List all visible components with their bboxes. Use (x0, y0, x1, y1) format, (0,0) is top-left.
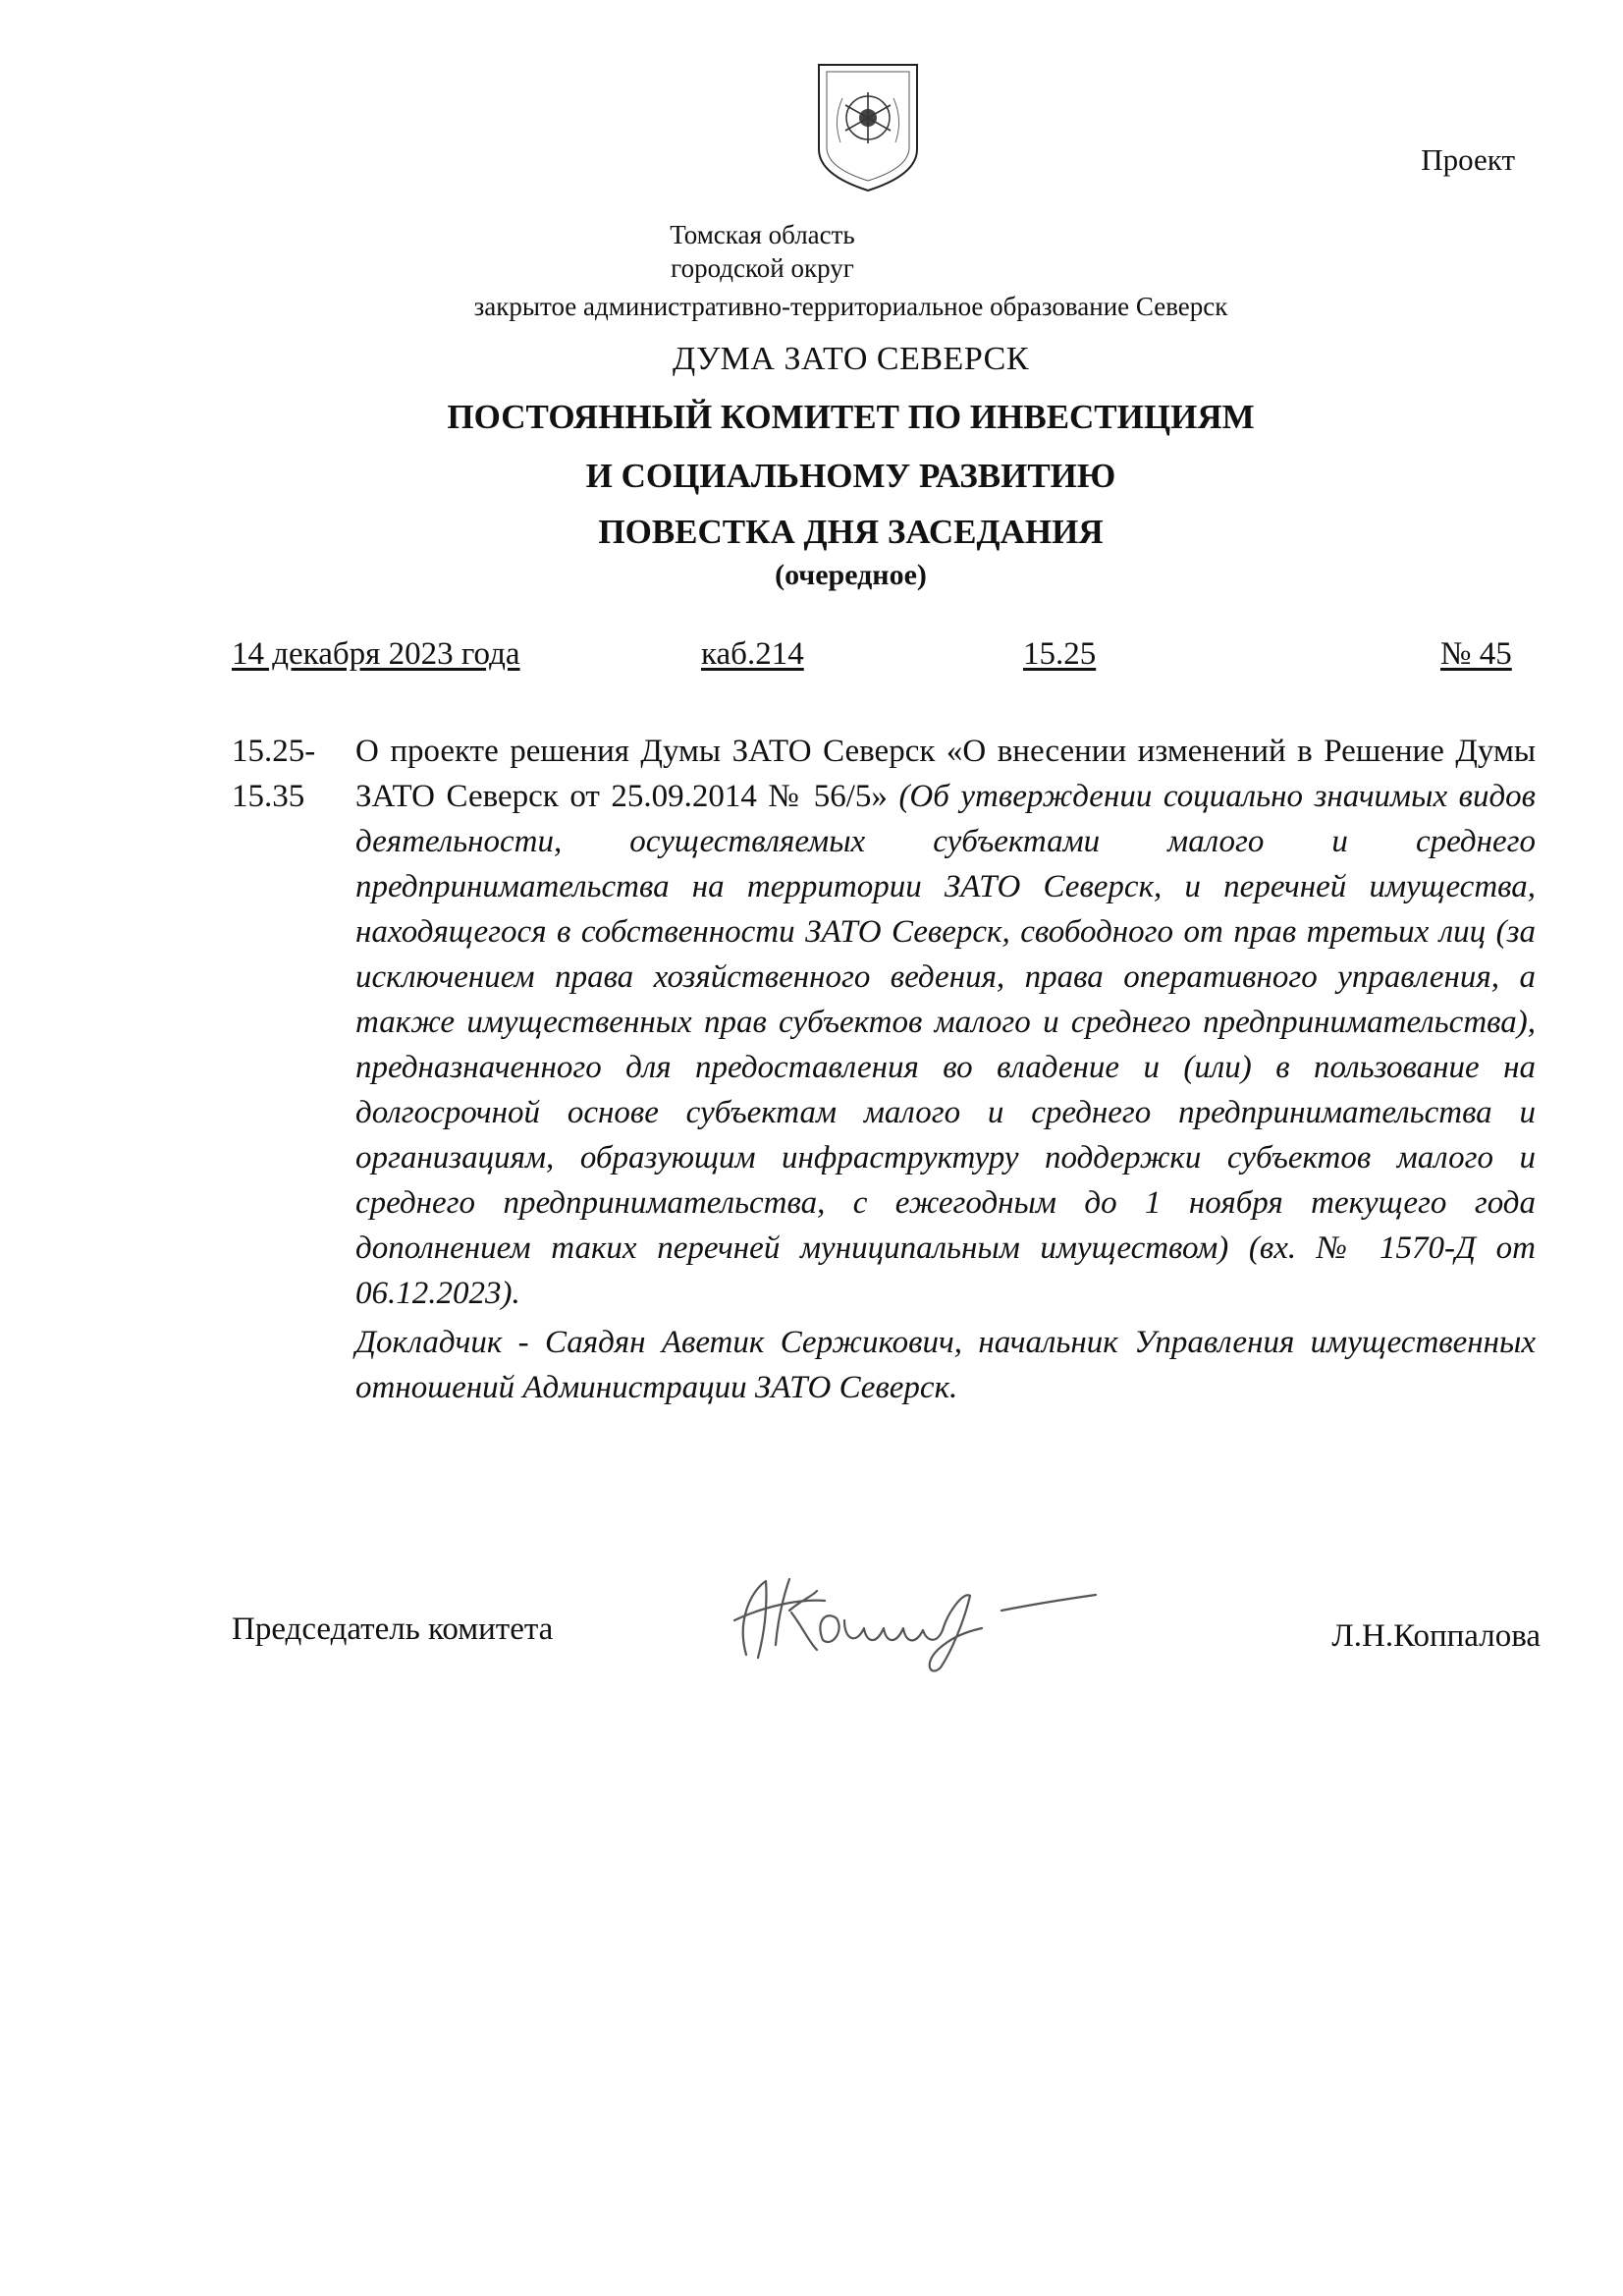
region-name: Томская область (670, 220, 855, 249)
agenda-item-speaker: Докладчик - Саядян Аветик Сержикович, начальник Управления имущественных отношений Администрации ЗАТО Северск. (355, 1325, 1536, 1405)
agenda-item-time (232, 729, 340, 819)
meeting-room: каб.214 (701, 636, 804, 672)
duma-name: ДУМА ЗАТО СЕВЕРСК (672, 341, 1029, 377)
committee-title-line2: И СОЦИАЛЬНОМУ РАЗВИТИЮ (585, 457, 1116, 495)
committee-title-line1: ПОСТОЯННЫЙ КОМИТЕТ ПО ИНВЕСТИЦИЯМ (447, 398, 1255, 436)
meeting-date: 14 декабря 2023 года (232, 636, 520, 672)
agenda-item-time-end: 15.35 (232, 779, 305, 814)
agenda-item-text (355, 729, 1536, 1316)
agenda-item-title: О проекте решения Думы ЗАТО Северск «О внесении изменений в Решение Думы ЗАТО Северск от 25.09.2014 № 56/5» (355, 734, 1536, 814)
agenda-item-details: (Об утверждении социально значимых видов деятельности, осуществляемых субъектами малого и среднего предпринимательства на территории ЗАТО Северск, и перечней имущества, находящегося в собственности ЗАТО Северск, свободного от прав третьих лиц (за исключением права хозяйственного ведения, права оперативного управления, а также имущественных прав субъектов малого и среднего предпринимательства), предназначенного для предоставления во владение и (или) в пользование на долгосрочной основе субъектам малого и среднего предпринимательства и организациям, образующим инфраструктуру поддержки субъектов малого и среднего предпринимательства, с ежегодным до 1 ноября текущего года дополнением таких перечней муниципальным имуществом) (вх. № 1570-Д от 06.12.2023). (355, 779, 1536, 1311)
district-type: городской округ (671, 253, 854, 283)
draft-status-label: Проект (1421, 142, 1515, 177)
signatory-role: Председатель комитета (232, 1612, 554, 1647)
seversk-coat-of-arms-icon (813, 59, 923, 196)
document-title: ПОВЕСТКА ДНЯ ЗАСЕДАНИЯ (598, 513, 1104, 551)
agenda-item (355, 729, 1536, 1410)
meeting-time: 15.25 (1023, 636, 1097, 672)
signatory-name: Л.Н.Коппалова (1331, 1618, 1541, 1654)
agenda-item-time-start: 15.25- (232, 734, 316, 769)
handwritten-signature (707, 1552, 1119, 1679)
meeting-kind: (очередное) (775, 559, 927, 591)
municipality-name: закрытое административно-территориальное образование Северск (473, 292, 1228, 321)
meeting-number: № 45 (1440, 636, 1512, 672)
